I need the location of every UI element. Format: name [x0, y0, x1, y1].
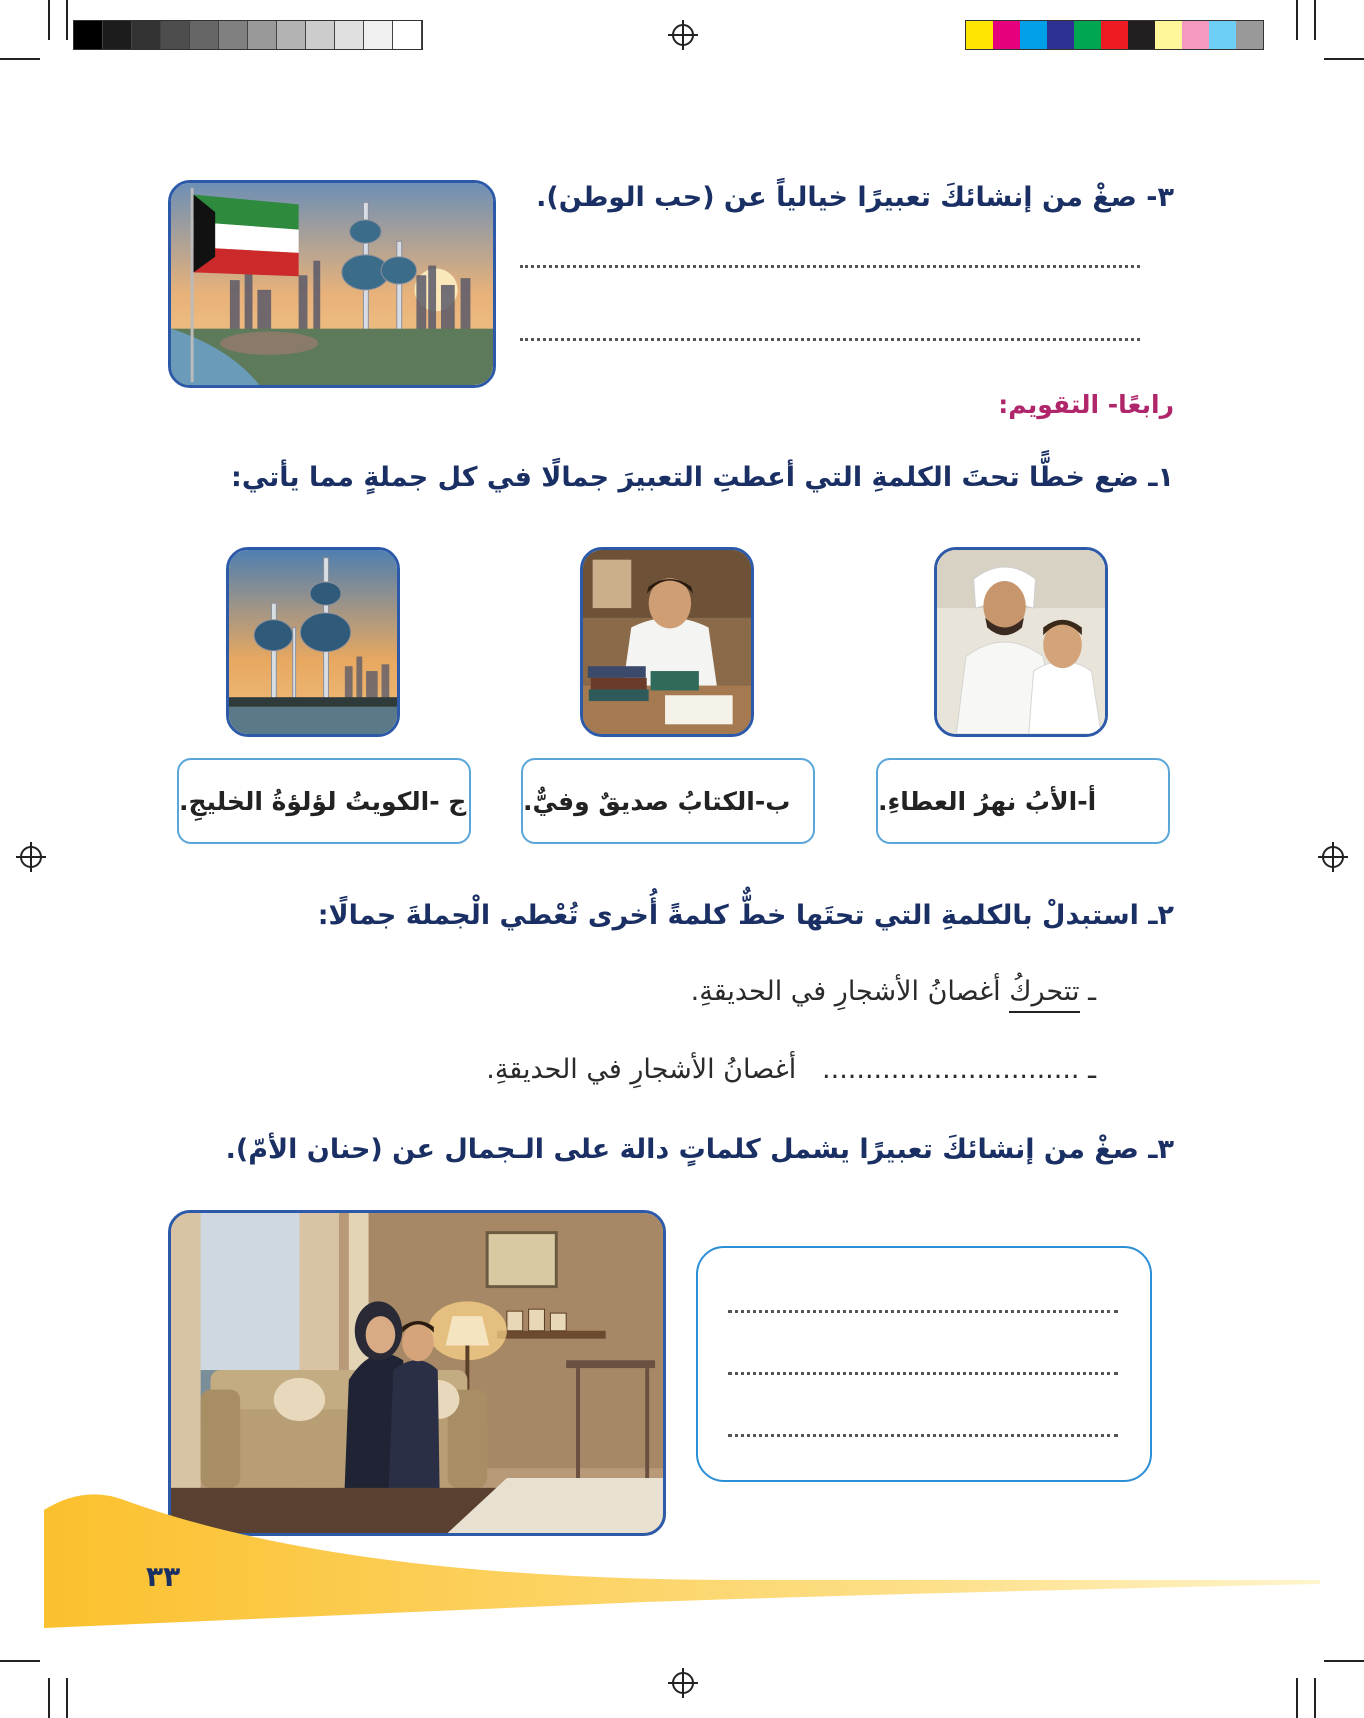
color-swatch — [1155, 21, 1182, 49]
grayscale-swatch — [364, 21, 393, 49]
q2-line1-prefix: ـ — [1079, 976, 1096, 1007]
section-title: رابعًا- التقويم: — [998, 390, 1174, 419]
crop-mark — [1314, 0, 1316, 40]
color-swatch — [966, 21, 993, 49]
grayscale-swatch — [74, 21, 103, 49]
underlined-word: تتحركُ — [1009, 976, 1079, 1013]
answer-box-line-2[interactable] — [728, 1372, 1118, 1375]
question-2: ٢ـ استبدلْ بالكلمةِ التي تحتَها خطٌّ كلمةً أُخرى تُعْطي الْجملةَ جمالًا: — [317, 900, 1174, 931]
answer-box-line-3[interactable] — [728, 1434, 1118, 1437]
question-3-top: ٣- صغْ من إنشائكَ تعبيرًا خيالياً عن (حب الوطن). — [536, 182, 1174, 213]
color-swatch — [1209, 21, 1236, 49]
grayscale-swatch — [219, 21, 248, 49]
grayscale-swatch — [306, 21, 335, 49]
grayscale-bar — [73, 20, 423, 50]
grayscale-swatch — [248, 21, 277, 49]
crop-mark — [48, 0, 50, 40]
color-swatch — [993, 21, 1020, 49]
question-3-bottom: ٣ـ صغْ من إنشائكَ تعبيرًا يشمل كلماتٍ دالة على الـجمال عن (حنان الأمّ). — [225, 1134, 1174, 1165]
color-swatch — [1020, 21, 1047, 49]
sentence-c[interactable]: ج -الكويتُ لؤلؤةُ الخليجِ. — [179, 786, 467, 816]
grayscale-swatch — [103, 21, 132, 49]
sentence-box-c[interactable] — [177, 758, 471, 844]
answer-box-line-1[interactable] — [728, 1310, 1118, 1313]
q2-line2-prefix[interactable]: ـ .............................. — [822, 1054, 1096, 1085]
crop-mark — [1296, 1678, 1298, 1718]
sentence-box-a[interactable] — [876, 758, 1170, 844]
kuwait-flag-photo — [168, 180, 496, 388]
sentence-a[interactable]: أ-الأبُ نهرُ العطاءِ. — [878, 786, 1097, 816]
crop-mark — [1324, 58, 1364, 60]
answer-line-1[interactable] — [520, 265, 1140, 268]
father-son-photo — [934, 547, 1108, 737]
color-swatch — [1128, 21, 1155, 49]
crop-mark — [0, 58, 40, 60]
q2-line2-rest: أغصانُ الأشجارِ في الحديقةِ. — [486, 1054, 797, 1085]
kuwait-towers-photo — [226, 547, 400, 737]
color-swatch — [1182, 21, 1209, 49]
grayscale-swatch — [161, 21, 190, 49]
color-swatch — [1047, 21, 1074, 49]
crop-mark — [48, 1678, 50, 1718]
question-1: ١ـ ضع خطًّا تحتَ الكلمةِ التي أعطتِ التعبيرَ جمالًا في كل جملةٍ مما يأتي: — [231, 462, 1174, 493]
crop-mark — [66, 0, 68, 40]
color-swatch — [1101, 21, 1128, 49]
crop-mark — [66, 1678, 68, 1718]
boy-reading-photo — [580, 547, 754, 737]
grayscale-swatch — [335, 21, 364, 49]
crop-mark — [1324, 1660, 1364, 1662]
answer-line-2[interactable] — [520, 338, 1140, 341]
registration-mark-top — [672, 24, 694, 46]
crop-mark — [1314, 1678, 1316, 1718]
crop-mark — [0, 1660, 40, 1662]
footer-swoosh — [44, 1480, 1324, 1630]
grayscale-swatch — [132, 21, 161, 49]
registration-mark-right — [1322, 846, 1344, 868]
color-bar — [965, 20, 1264, 50]
sentence-b[interactable]: ب-الكتابُ صديقٌ وفيٌّ. — [523, 786, 791, 816]
grayscale-swatch — [277, 21, 306, 49]
sentence-box-b[interactable] — [521, 758, 815, 844]
grayscale-swatch — [190, 21, 219, 49]
page-number: ٣٣ — [146, 1560, 181, 1593]
q2-original-sentence — [691, 976, 1096, 1007]
crop-mark — [1296, 0, 1298, 40]
registration-mark-left — [20, 846, 42, 868]
q2-rewrite-sentence[interactable] — [486, 1054, 1096, 1085]
grayscale-swatch — [393, 21, 422, 49]
q2-line1-rest: أغصانُ الأشجارِ في الحديقةِ. — [690, 976, 1010, 1007]
registration-mark-bottom — [672, 1672, 694, 1694]
color-swatch — [1236, 21, 1263, 49]
answer-box[interactable] — [696, 1246, 1152, 1482]
color-swatch — [1074, 21, 1101, 49]
